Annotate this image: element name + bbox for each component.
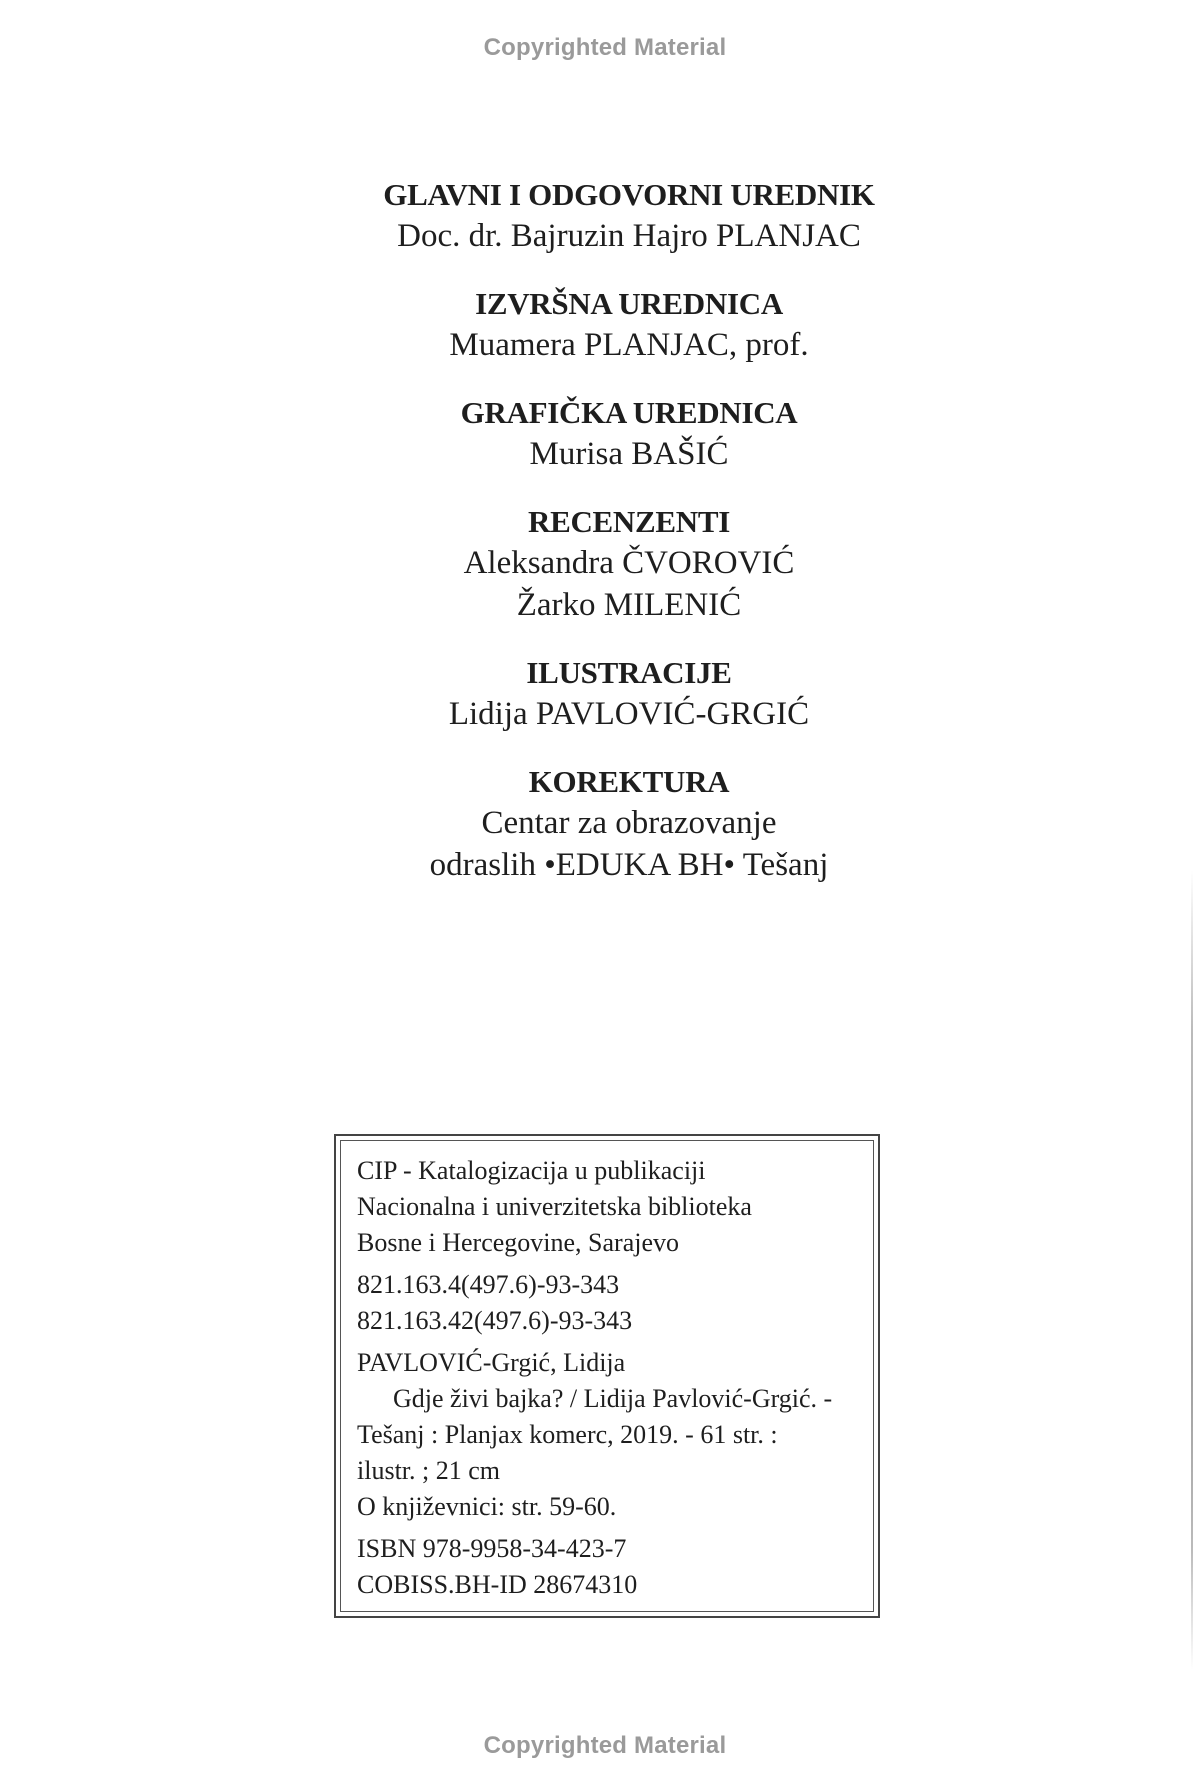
copyright-watermark-bottom: Copyrighted Material: [483, 1732, 727, 1759]
cip-title: Gdje živi bajka? / Lidija Pavlović-Grgić. -: [393, 1384, 833, 1413]
credit-name: odraslih •EDUKA BH• Tešanj: [429, 847, 829, 883]
credit-heading: GRAFIČKA UREDNICA: [460, 395, 798, 430]
copyright-watermark-top: Copyrighted Material: [483, 34, 727, 61]
page-edge-shadow: [1191, 870, 1193, 1670]
cip-line: CIP - Katalogizacija u publikaciji: [357, 1156, 706, 1185]
cip-classification-block: [357, 1267, 873, 1339]
cip-record-inner: [340, 1140, 874, 1612]
cip-bibliographic-block: [357, 1345, 873, 1525]
cip-record-box: [334, 1134, 880, 1618]
credit-group-graphic-editor: [0, 392, 1200, 475]
cip-udc-code: 821.163.4(497.6)-93-343: [357, 1270, 620, 1299]
credit-name: Lidija PAVLOVIĆ-GRGIĆ: [448, 696, 810, 732]
credits-section: [0, 174, 1200, 912]
credit-name: Muamera PLANJAC, prof.: [449, 327, 809, 363]
credit-heading: ILUSTRACIJE: [526, 655, 732, 690]
cip-isbn: ISBN 978-9958-34-423-7: [357, 1534, 627, 1563]
cip-cobiss-id: COBISS.BH-ID 28674310: [357, 1570, 638, 1599]
cip-catalog-block: [357, 1153, 873, 1261]
credit-group-illustrations: [0, 652, 1200, 735]
credit-group-proofreading: [0, 761, 1200, 886]
credit-group-reviewers: [0, 501, 1200, 626]
credit-name: Aleksandra ČVOROVIĆ: [463, 545, 795, 581]
cip-note: O književnici: str. 59-60.: [357, 1492, 617, 1521]
credit-name: Murisa BAŠIĆ: [529, 436, 729, 472]
credit-name: Centar za obrazovanje: [481, 805, 777, 841]
credit-heading: RECENZENTI: [528, 504, 730, 539]
cip-author: PAVLOVIĆ-Grgić, Lidija: [357, 1348, 626, 1377]
cip-line: Bosne i Hercegovine, Sarajevo: [357, 1228, 680, 1257]
credit-name: Doc. dr. Bajruzin Hajro PLANJAC: [397, 218, 861, 254]
cip-udc-code: 821.163.42(497.6)-93-343: [357, 1306, 633, 1335]
cip-line: Nacionalna i univerzitetska biblioteka: [357, 1192, 752, 1221]
credit-group-editor-in-chief: [0, 174, 1200, 257]
cip-identifiers-block: [357, 1531, 873, 1603]
cip-physical-description: ilustr. ; 21 cm: [357, 1456, 500, 1485]
credit-heading: GLAVNI I ODGOVORNI UREDNIK: [383, 177, 875, 212]
credit-heading: IZVRŠNA UREDNICA: [475, 286, 783, 321]
credit-group-executive-editor: [0, 283, 1200, 366]
cip-publication: Tešanj : Planjax komerc, 2019. - 61 str. :: [357, 1420, 778, 1449]
credit-name: Žarko MILENIĆ: [516, 587, 742, 623]
credit-heading: KOREKTURA: [528, 764, 730, 799]
